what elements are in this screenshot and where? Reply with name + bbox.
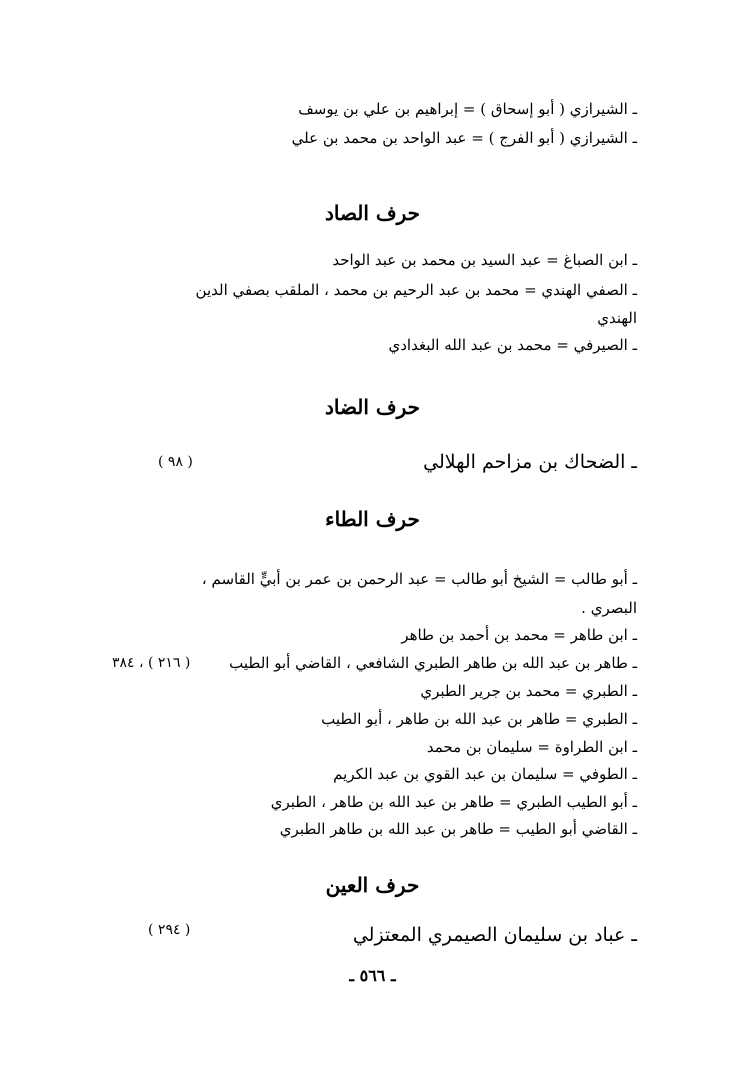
index-entry: ـ الطوفي = سليمان بن عبد القوي بن عبد الكريم xyxy=(333,765,637,783)
index-entry-continuation: الهندي xyxy=(597,309,637,327)
index-entry: ـ ابن الصباغ = عبد السيد بن محمد بن عبد الواحد xyxy=(332,251,637,269)
index-entry: ـ الشيرازي ( أبو إسحاق ) = إبراهيم بن علي بن يوسف xyxy=(298,100,637,118)
index-entry: ـ الشيرازي ( أبو الفرج ) = عبد الواحد بن محمد بن علي xyxy=(291,129,637,147)
section-heading-dad: حرف الضاد xyxy=(324,395,421,419)
index-entry: ـ الطبري = محمد بن جرير الطبري xyxy=(420,682,637,700)
section-heading-ta: حرف الطاء xyxy=(325,507,420,531)
index-entry: ـ ابن الطراوة = سليمان بن محمد xyxy=(426,738,637,756)
section-heading-sad: حرف الصاد xyxy=(324,201,421,225)
index-entry: ـ القاضي أبو الطيب = طاهر بن عبد الله بن طاهر الطبري xyxy=(279,820,637,838)
index-entry: ـ الضحاك بن مزاحم الهلالي xyxy=(423,451,637,473)
index-entry: ـ ابن طاهر = محمد بن أحمد بن طاهر xyxy=(401,626,637,644)
page-reference: ( ٢٩٤ ) xyxy=(148,922,191,938)
page-reference: ( ٩٨ ) xyxy=(158,454,193,470)
section-heading-ain: حرف العين xyxy=(325,873,420,897)
index-entry: ـ أبو الطيب الطبري = طاهر بن عبد الله بن طاهر ، الطبري xyxy=(270,793,637,811)
page-reference: ( ٢١٦ ) ، ٣٨٤ xyxy=(112,655,191,671)
index-entry: ـ أبو طالب = الشيخ أبو طالب = عبد الرحمن بن عمر بن أبيٍّ القاسم ، xyxy=(201,570,637,588)
index-entry: ـ الصفي الهندي = محمد بن عبد الرحيم بن محمد ، الملقب بصفي الدين xyxy=(195,281,637,299)
index-entry: ـ عباد بن سليمان الصيمري المعتزلي xyxy=(352,924,637,946)
index-entry: ـ طاهر بن عبد الله بن طاهر الطبري الشافعي ، القاضي أبو الطيب xyxy=(229,654,637,672)
index-entry-continuation: البصري . xyxy=(581,599,637,617)
page-number: ـ ٥٦٦ ـ xyxy=(349,966,396,985)
index-entry: ـ الطبري = طاهر بن عبد الله بن طاهر ، أبو الطيب xyxy=(321,710,637,728)
index-entry: ـ الصيرفي = محمد بن عبد الله البغدادي xyxy=(388,336,637,354)
